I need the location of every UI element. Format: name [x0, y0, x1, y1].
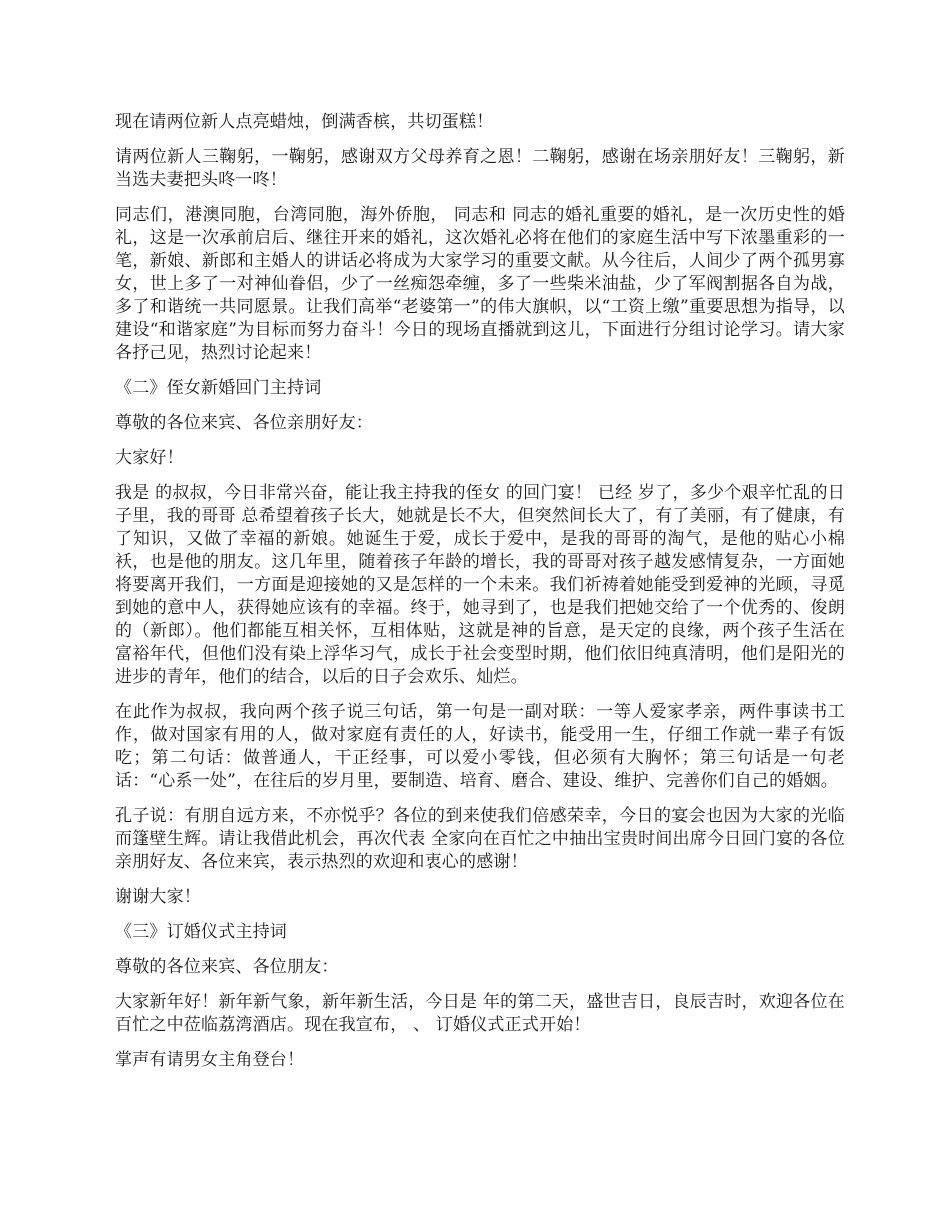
- paragraph-cake-cutting: 现在请两位新人点亮蜡烛，倒满香槟，共切蛋糕！: [115, 112, 494, 132]
- paragraph-greeting-friends: 尊敬的各位来宾、各位朋友：: [115, 957, 339, 977]
- paragraph-confucius-quote: 孔子说：有朋自远方来，不亦悦乎？各位的到来使我们倍感荣幸，今日的宴会也因为大家的光临而篷壁生辉。请让我借此机会，再次代表 全家向在百忙之中抽出宝贵时间出席今日回门宴的各位亲朋好友、各位来宾，表示热烈的欢迎和衷心的感谢！: [115, 806, 845, 872]
- section-heading-3: 《三》订婚仪式主持词: [115, 922, 287, 942]
- paragraph-greeting-guests: 尊敬的各位来宾、各位亲朋好友：: [115, 413, 373, 433]
- paragraph-new-year-opening: 大家新年好！新年新气象，新年新生活，今日是 年的第二天，盛世吉日，良辰吉时，欢迎各位在百忙之中莅临荔湾酒店。现在我宣布， 、 订婚仪式正式开始！: [115, 992, 845, 1035]
- document-body: [115, 111, 845, 1084]
- paragraph-invite-couple: 掌声有请男女主角登台！: [115, 1050, 305, 1070]
- paragraph-uncle-speech: 我是 的叔叔，今日非常兴奋，能让我主持我的侄女 的回门宴！ 已经 岁了，多少个艰辛忙乱的日子里，我的哥哥 总希望着孩子长大，她就是长不大，但突然间长大了，有了美丽，有了健康，有了知识，又做了幸福的新娘。她诞生于爱，成长于爱中，是我的哥哥的淘气，是他的贴心小棉袄，也是他的朋友。这几年里，随着孩子年龄的增长，我的哥哥对孩子越发感情复杂，一方面她将要离开我们，一方面是迎接她的又是怎样的一个未来。我们祈祷着她能受到爱神的光顾，寻觅到她的意中人，获得她应该有的幸福。终于，她寻到了，也是我们把她交给了一个优秀的、俊朗的（新郎）。他们都能互相关怀，互相体贴，这就是神的旨意，是天定的良缘，两个孩子生活在富裕年代，但他们没有染上浮华习气，成长于社会变型时期，他们依旧纯真清明，他们是阳光的进步的青年，他们的结合，以后的日子会欢乐、灿烂。: [115, 483, 845, 687]
- paragraph-humorous-speech: 同志们，港澳同胞，台湾同胞，海外侨胞， 同志和 同志的婚礼重要的婚礼，是一次历史性的婚礼，这是一次承前启后、继往开来的婚礼，这次婚礼必将在他们的家庭生活中写下浓墨重彩的一笔，新娘、新郎和主婚人的讲话必将成为大家学习的重要文献。从今往后，人间少了两个孤男寡女，世上多了一对神仙眷侣，少了一丝痴怨牵缠，多了一些柴米油盐，少了军阀割据各自为战，多了和谐统一共同愿景。让我们高举“老婆第一”的伟大旗帜，以“工资上缴”重要思想为指导，以建设“和谐家庭”为目标而努力奋斗！今日的现场直播就到这儿，下面进行分组讨论学习。请大家各抒己见，热烈讨论起来！: [115, 205, 845, 363]
- paragraph-three-bows: 请两位新人三鞠躬，一鞠躬，感谢双方父母养育之恩！二鞠躬，感谢在场亲朋好友！三鞠躬，新当选夫妻把头咚一咚！: [115, 147, 845, 190]
- paragraph-three-sayings: 在此作为叔叔，我向两个孩子说三句话，第一句是一副对联：一等人爱家孝亲，两件事读书工作，做对国家有用的人，做对家庭有责任的人，好读书，能受用一生，仔细工作就一辈子有饭吃；第二句话：做普通人，干正经事，可以爱小零钱，但必须有大胸怀；第三句话是一句老话：“心系一处”，在往后的岁月里，要制造、培育、磨合、建设、维护、完善你们自己的婚姻。: [115, 702, 845, 791]
- section-heading-2: 《二》侄女新婚回门主持词: [115, 378, 322, 398]
- paragraph-thanks: 谢谢大家！: [115, 887, 201, 907]
- paragraph-hello-everyone: 大家好！: [115, 448, 184, 468]
